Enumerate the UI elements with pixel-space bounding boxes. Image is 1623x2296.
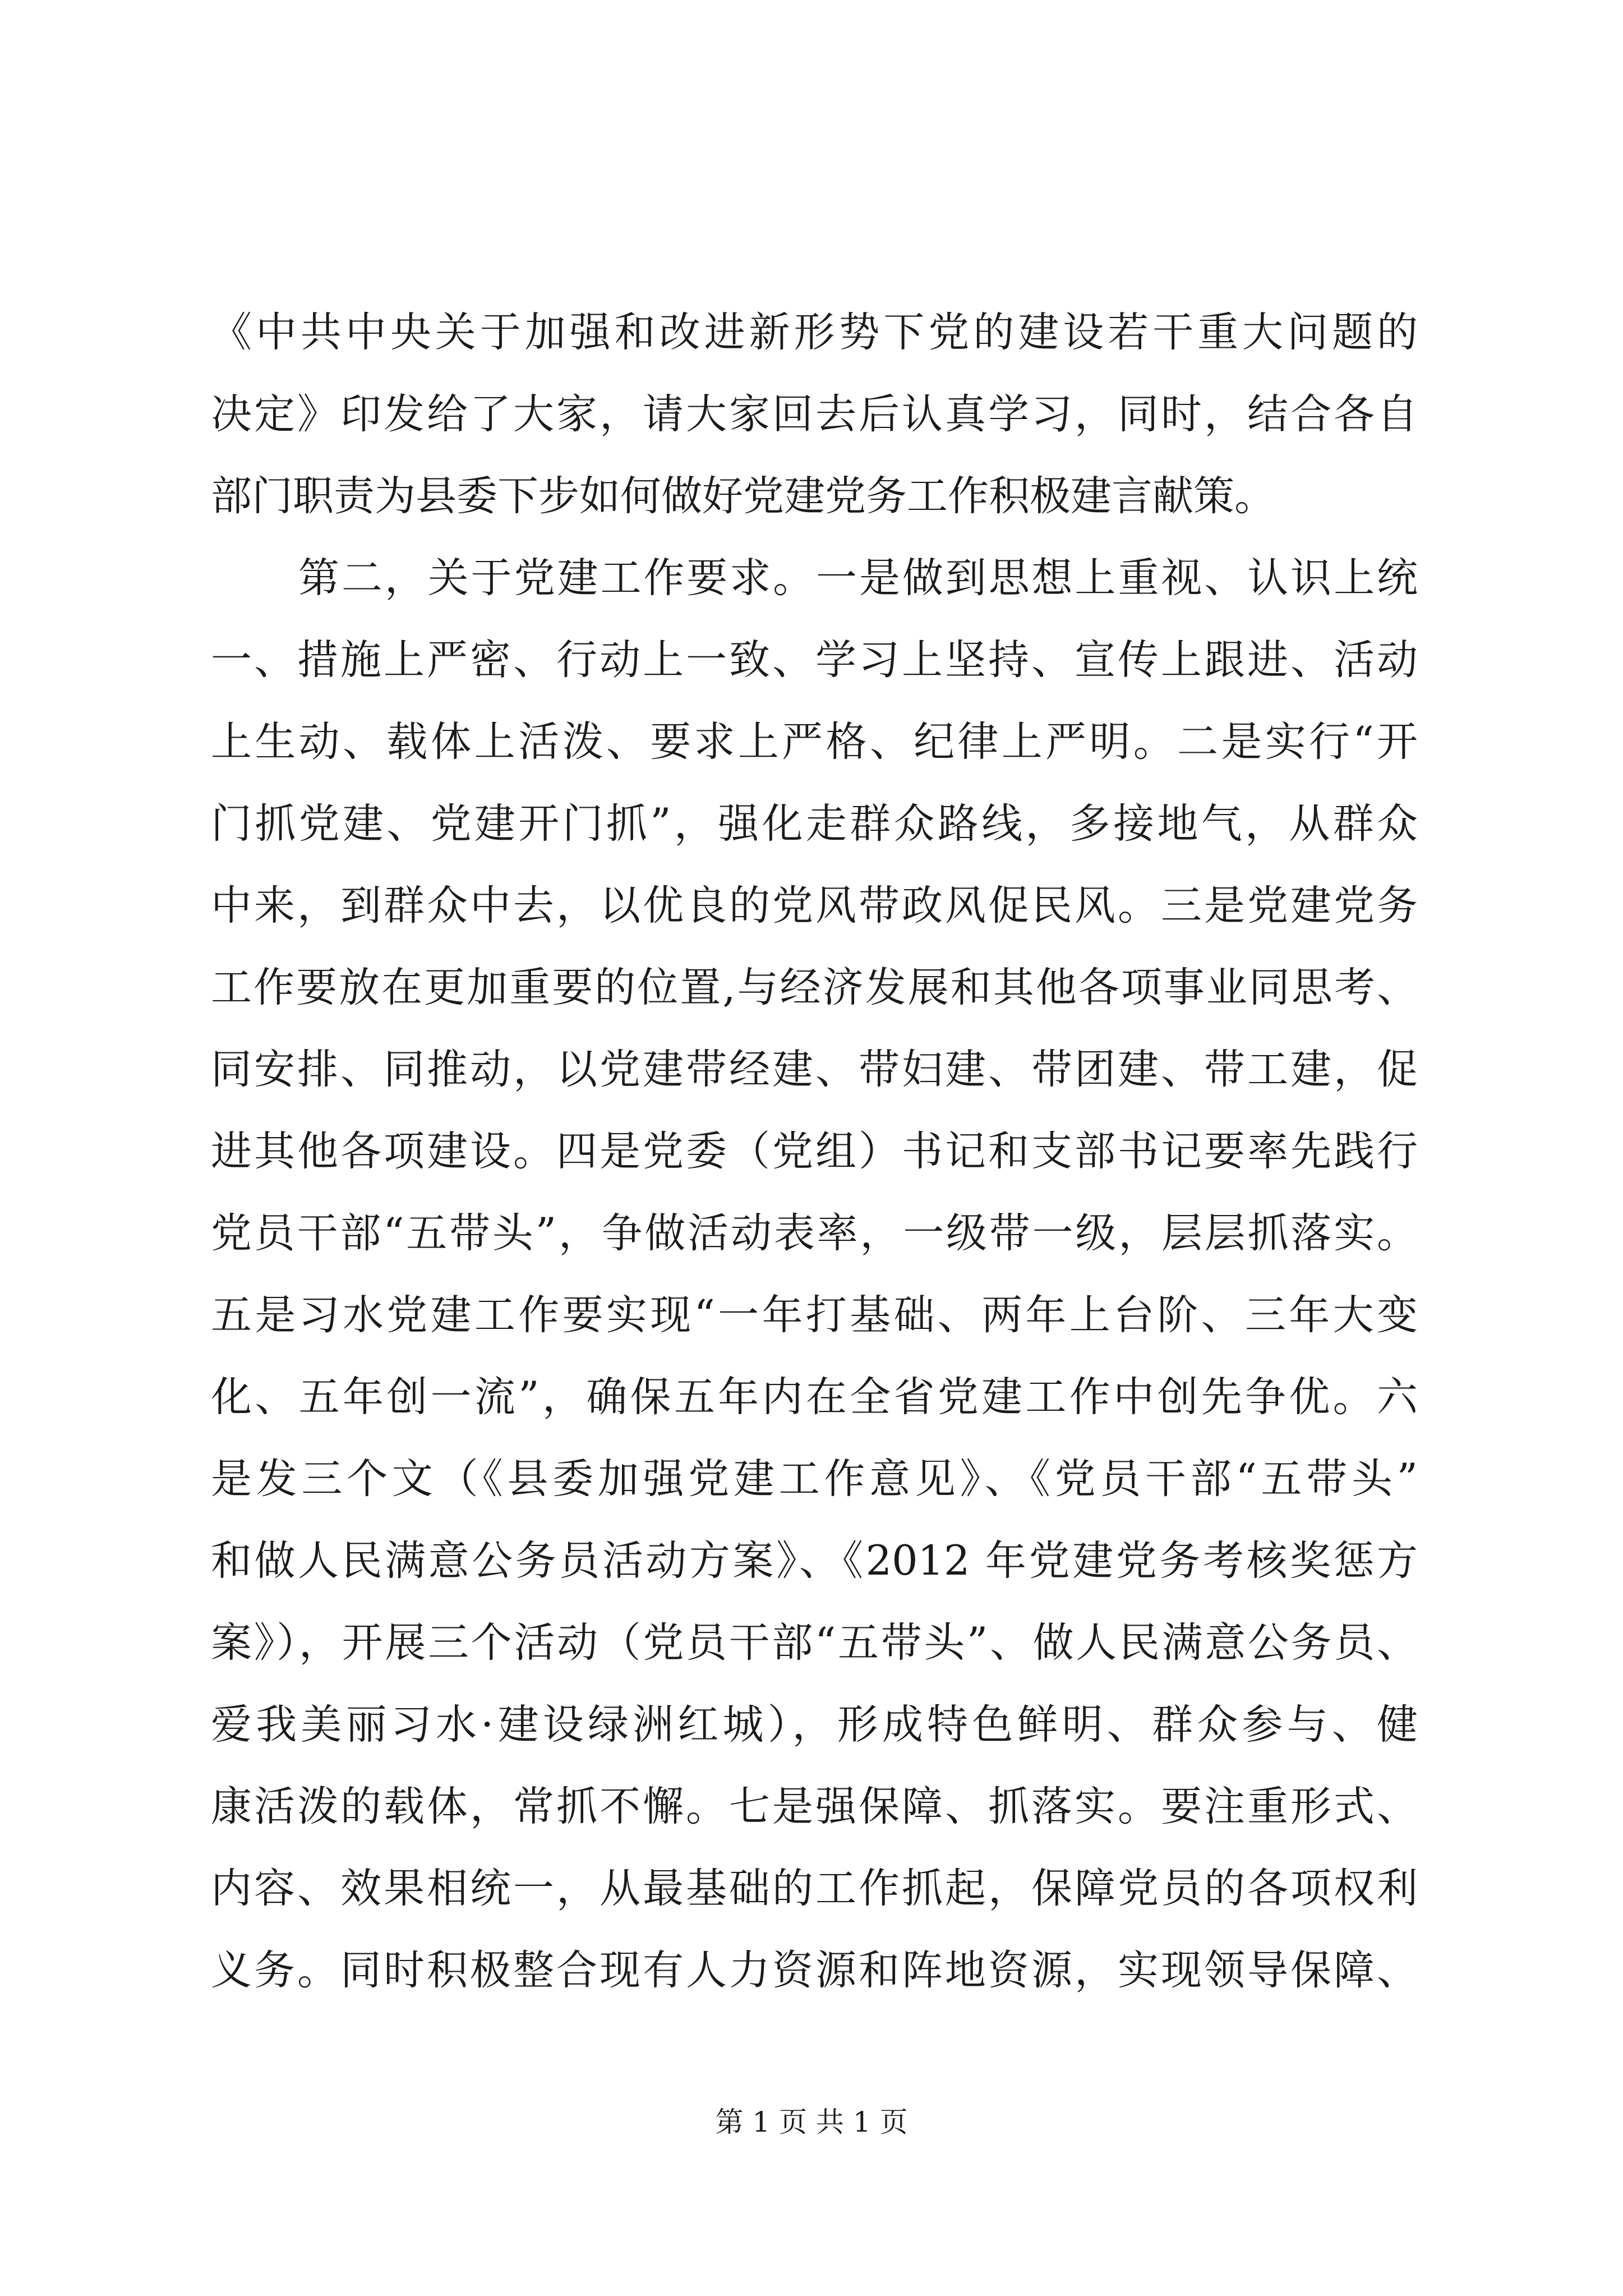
text-line: 第二，关于党建工作要求。一是做到思想上重视、认识上统	[298, 554, 1418, 602]
text-line: 和做人民满意公务员活动方案》、《2012 年党建党务考核奖惩方	[211, 1537, 1418, 1585]
text-line: 工作要放在更加重要的位置,与经济发展和其他各项事业同思考、	[211, 964, 1418, 1011]
text-line: 是发三个文（《县委加强党建工作意见》、《党员干部“五带头”	[211, 1455, 1418, 1503]
paragraph-1	[211, 292, 1418, 537]
text-line: 决定》印发给了大家，请大家回去后认真学习，同时，结合各自	[211, 390, 1418, 438]
text-line: 一、措施上严密、行动上一致、学习上坚持、宣传上跟进、活动	[211, 636, 1418, 684]
text-line: 爱我美丽习水·建设绿洲红城），形成特色鲜明、群众参与、健	[211, 1701, 1418, 1749]
text-line: 康活泼的载体，常抓不懈。七是强保障、抓落实。要注重形式、	[211, 1783, 1418, 1830]
text-line: 义务。同时积极整合现有人力资源和阵地资源，实现领导保障、	[211, 1947, 1418, 1994]
body-text	[211, 292, 1418, 2012]
text-line: 《中共中央关于加强和改进新形势下党的建设若干重大问题的	[211, 309, 1418, 356]
paragraph-2	[211, 537, 1418, 2012]
text-line: 党员干部“五带头”，争做活动表率，一级带一级，层层抓落实。	[211, 1209, 1418, 1257]
text-line: 案》），开展三个活动（党员干部“五带头”、做人民满意公务员、	[211, 1619, 1418, 1667]
text-line: 门抓党建、党建开门抓”，强化走群众路线，多接地气，从群众	[211, 800, 1418, 848]
text-line: 上生动、载体上活泼、要求上严格、纪律上严明。二是实行“开	[211, 718, 1418, 766]
text-line: 同安排、同推动，以党建带经建、带妇建、带团建、带工建，促	[211, 1046, 1418, 1093]
text-line: 中来，到群众中去，以优良的党风带政风促民风。三是党建党务	[211, 882, 1418, 930]
text-line: 进其他各项建设。四是党委（党组）书记和支部书记要率先践行	[211, 1128, 1418, 1175]
text-line: 内容、效果相统一，从最基础的工作抓起，保障党员的各项权利	[211, 1865, 1418, 1912]
text-line: 化、五年创一流”，确保五年内在全省党建工作中创先争优。六	[211, 1373, 1418, 1421]
text-line: 部门职责为县委下步如何做好党建党务工作积极建言献策。	[211, 472, 1275, 520]
page-footer: 第 1 页 共 1 页	[715, 2106, 908, 2138]
text-line: 五是习水党建工作要实现“一年打基础、两年上台阶、三年大变	[211, 1291, 1418, 1339]
